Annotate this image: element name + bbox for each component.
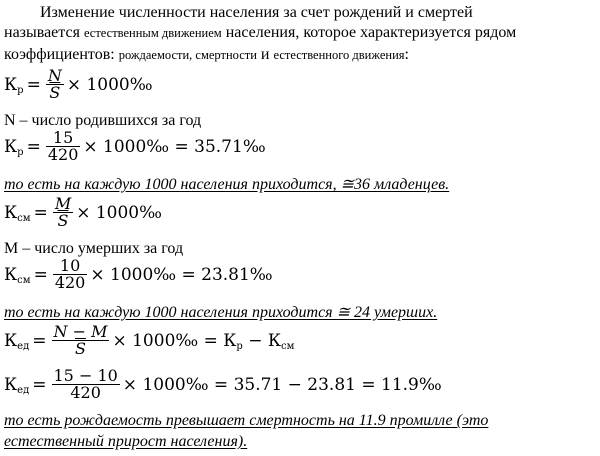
fraction: $\frac{N}{S}$ <box>47 66 62 102</box>
fraction: $\frac{M}{S}$ <box>54 194 72 230</box>
definition-n: N – число родившихся за год <box>4 112 202 129</box>
formula-natural-movement-calc: $К_{ед}$ = $\frac{15 - 10}{420}$ × 1000‰ = 35.71 − 23.81 = 11.9‰ <box>4 366 442 402</box>
note-births: то есть на каждую 1000 населения приходится, ≅36 младенцев. <box>4 176 450 193</box>
intro-line-2: называется естественным движением населения, которое характеризуется рядом <box>4 24 517 41</box>
formula-birth-rate-calc: $К_р$ = $\frac{15}{420}$ × 1000‰ = 35.71‰ <box>4 128 266 164</box>
fraction: $\frac{10}{420}$ <box>54 256 86 292</box>
fraction: $\frac{15 - 10}{420}$ <box>53 366 118 402</box>
note-natural-growth-line-1: то есть рождаемость превышает смертность на 11.9 промилле (это <box>4 412 489 429</box>
note-natural-growth-line-2: естественный прирост населения). <box>4 433 248 450</box>
term-natural-movement: естественным движением <box>83 26 222 40</box>
intro-line-3: коэффициентов: рождаемости, смертности и естественного движения: <box>4 46 409 63</box>
fraction: $\frac{15}{420}$ <box>47 128 79 164</box>
intro-line-1: Изменение численности населения за счет рождений и смертей <box>40 4 473 21</box>
note-deaths: то есть на каждую 1000 населения приходится ≅ 24 умерших. <box>4 304 438 321</box>
formula-death-rate-calc: $К_{см}$ = $\frac{10}{420}$ × 1000‰ = 23.81‰ <box>4 256 273 292</box>
definition-m: M – число умерших за год <box>4 240 184 257</box>
formula-natural-movement: $К_{ед}$ = $\frac{N - M}{S}$ × 1000‰ = $К_р - К_{см}$ <box>4 322 295 358</box>
formula-death-rate: $К_{см}$ = $\frac{M}{S}$ × 1000‰ <box>4 194 162 230</box>
formula-birth-rate: $К_р$ = $\frac{N}{S}$ × 1000‰ <box>4 66 153 102</box>
fraction: $\frac{N - M}{S}$ <box>53 322 108 358</box>
